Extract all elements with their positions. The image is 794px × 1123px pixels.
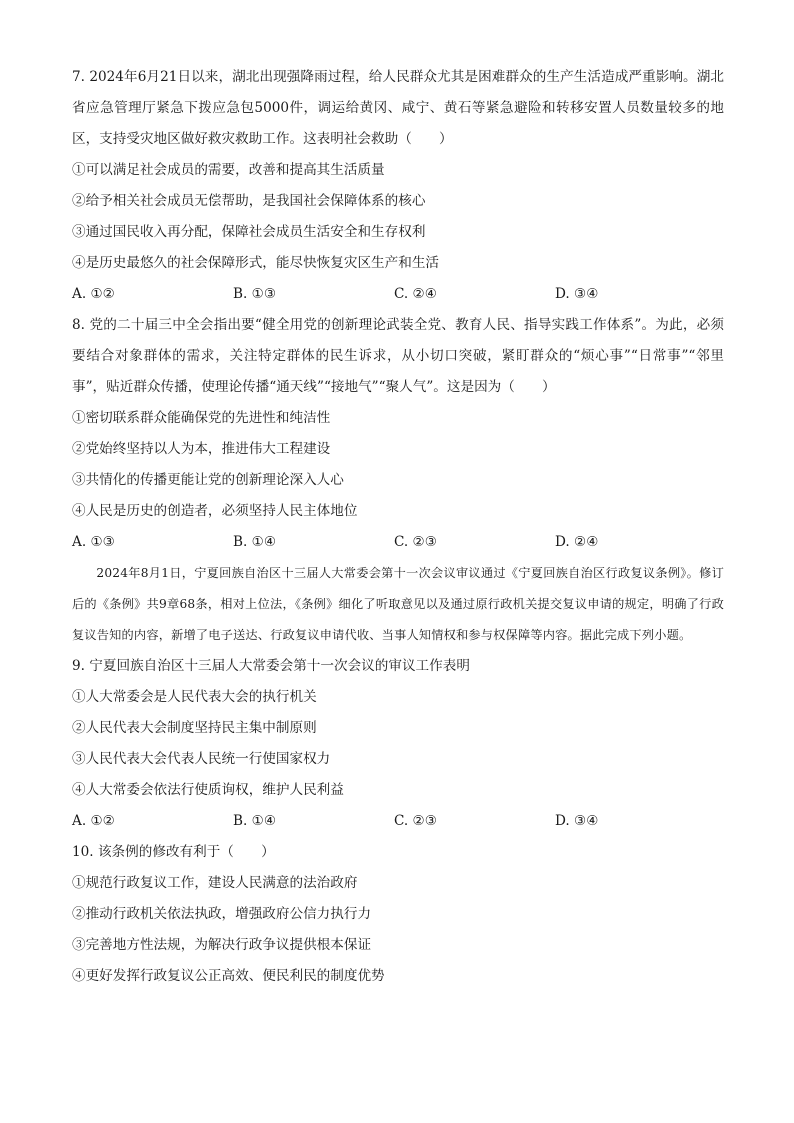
option-a[interactable]: A. ①② [72,286,115,302]
answer-options [72,279,724,310]
option-c[interactable]: C. ②③ [394,813,437,829]
option-d[interactable]: D. ③④ [555,813,599,829]
choice-item: ③共情化的传播更能让党的创新理论深入人心 [72,472,344,488]
choice-item: ①密切联系群众能确保党的先进性和纯洁性 [72,410,331,426]
option-d[interactable]: D. ②④ [555,534,599,550]
question-stem: 9. 宁夏回族自治区十三届人大常委会第十一次会议的审议工作表明 [72,658,470,674]
option-c[interactable]: C. ②④ [394,286,437,302]
option-b[interactable]: B. ①③ [233,286,277,302]
answer-options [72,806,724,837]
question-10 [72,837,724,992]
choice-item: ③通过国民收入再分配，保障社会成员生活安全和生存权利 [72,224,426,240]
option-b[interactable]: B. ①④ [233,813,277,829]
question-stem: 10. 该条例的修改有利于（ ） [72,844,275,860]
choice-item: ②推动行政机关依法执政，增强政府公信力执行力 [72,906,372,922]
choice-item: ④人民是历史的创造者，必须坚持人民主体地位 [72,503,358,519]
choice-item: ②党始终坚持以人为本，推进伟大工程建设 [72,441,331,457]
option-d[interactable]: D. ③④ [555,286,599,302]
choice-item: ④人大常委会依法行使质询权，维护人民利益 [72,782,344,798]
question-9 [72,651,724,837]
option-c[interactable]: C. ②③ [394,534,437,550]
question-stem: 7. 2024年6月21日以来，湖北出现强降雨过程，给人民群众尤其是困难群众的生产生活造成严重影响。湖北省应急管理厅紧急下拨应急包5000件，调运给黄冈、咸宁、黄石等紧急避险和转移安置人员数量较多的地区，支持受灾地区做好救灾救助工作。这表明社会救助（ ） [72,69,724,147]
choice-item: ④是历史最悠久的社会保障形式，能尽快恢复灾区生产和生活 [72,255,440,271]
question-stem: 8. 党的二十届三中全会指出要“健全用党的创新理论武装全党、教育人民、指导实践工作体系”。为此，必须要结合对象群体的需求，关注特定群体的民生诉求，从小切口突破，紧盯群众的“烦心事”“日常事”“邻里事”，贴近群众传播，使理论传播“通天线”“接地气”“聚人气”。这是因为（ ） [72,317,724,395]
choice-item: ①人大常委会是人民代表大会的执行机关 [72,689,317,705]
question-8 [72,310,724,558]
option-a[interactable]: A. ①② [72,813,115,829]
option-b[interactable]: B. ①④ [233,534,277,550]
question-7 [72,62,724,310]
choice-item: ③完善地方性法规，为解决行政争议提供根本保证 [72,937,372,953]
reading-material: 2024年8月1日，宁夏回族自治区十三届人大常委会第十一次会议审议通过《宁夏回族自治区行政复议条例》。修订后的《条例》共9章68条，相对上位法，《条例》细化了听取意见以及通过原行政机关提交复议申请的规定，明确了行政复议告知的内容，新增了电子送达、行政复议申请代收、当事人知情权和参与权保障等内容。据此完成下列小题。 [72,566,724,642]
exam-page [72,62,724,992]
choice-item: ②给予相关社会成员无偿帮助，是我国社会保障体系的核心 [72,193,426,209]
choice-item: ①规范行政复议工作，建设人民满意的法治政府 [72,875,358,891]
choice-item: ②人民代表大会制度坚持民主集中制原则 [72,720,317,736]
choice-item: ④更好发挥行政复议公正高效、便民利民的制度优势 [72,968,385,984]
answer-options [72,527,724,558]
choice-item: ③人民代表大会代表人民统一行使国家权力 [72,751,331,767]
option-a[interactable]: A. ①③ [72,534,115,550]
choice-item: ①可以满足社会成员的需要，改善和提高其生活质量 [72,162,385,178]
